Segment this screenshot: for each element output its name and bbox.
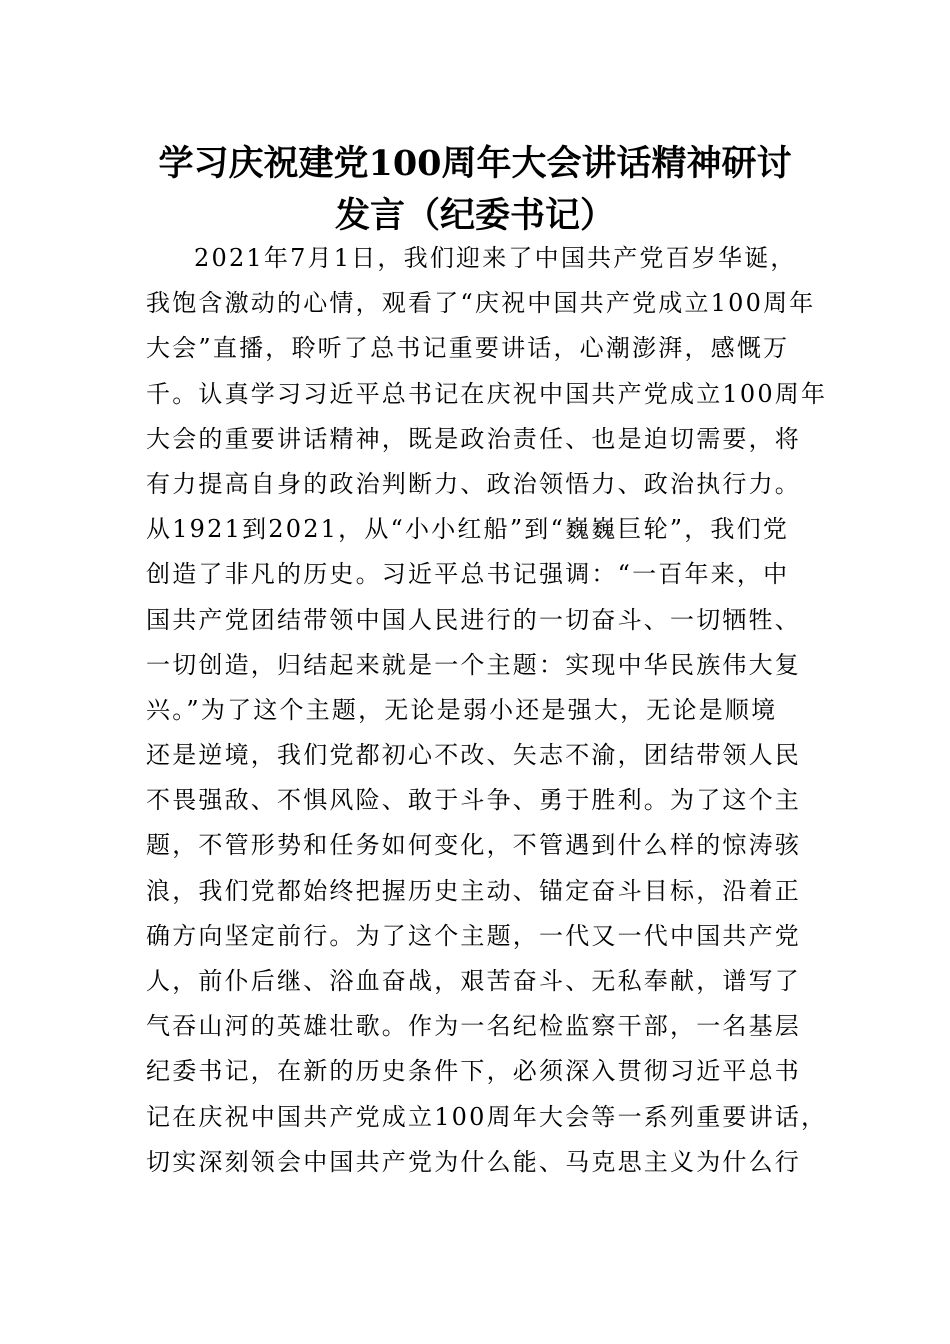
- paragraph-line: 纪委书记，在新的历史条件下，必须深入贯彻习近平总书: [146, 1057, 801, 1086]
- paragraph-line: 还是逆境，我们党都初心不改、矢志不渝，团结带领人民: [146, 741, 801, 770]
- paragraph-line: 切实深刻领会中国共产党为什么能、马克思主义为什么行: [146, 1147, 801, 1176]
- paragraph-line: 记在庆祝中国共产党成立100周年大会等一系列重要讲话，: [146, 1102, 828, 1131]
- document-title-line-1: 学习庆祝建党100周年大会讲话精神研讨: [158, 143, 792, 184]
- paragraph-line: 确方向坚定前行。为了这个主题，一代又一代中国共产党: [146, 921, 801, 950]
- paragraph-line: 我饱含激动的心情，观看了“庆祝中国共产党成立100周年: [146, 289, 816, 318]
- paragraph-line: 千。认真学习习近平总书记在庆祝中国共产党成立100周年: [146, 379, 828, 408]
- paragraph-line: 题，不管形势和任务如何变化，不管遇到什么样的惊涛骇: [146, 831, 801, 860]
- paragraph-line: 2021年7月1日，我们迎来了中国共产党百岁华诞，: [194, 244, 797, 272]
- paragraph-line: 浪，我们党都始终把握历史主动、锚定奋斗目标，沿着正: [146, 876, 801, 905]
- paragraph-line: 兴。”为了这个主题，无论是弱小还是强大，无论是顺境: [146, 695, 778, 724]
- paragraph-line: 有力提高自身的政治判断力、政治领悟力、政治执行力。: [146, 469, 801, 498]
- paragraph-line: 人，前仆后继、浴血奋战，艰苦奋斗、无私奉献，谱写了: [146, 967, 801, 995]
- paragraph-line: 从1921到2021，从“小小红船”到“巍巍巨轮”，我们党: [146, 515, 790, 544]
- paragraph-line: 大会的重要讲话精神，既是政治责任、也是迫切需要，将: [146, 424, 801, 453]
- paragraph-line: 大会”直播，聆听了总书记重要讲话，心潮澎湃，感慨万: [146, 334, 790, 363]
- document-body: [146, 236, 828, 1185]
- paragraph-line: 不畏强敌、不惧风险、敢于斗争、勇于胜利。为了这个主: [146, 786, 801, 815]
- paragraph-line: 创造了非凡的历史。习近平总书记强调：“一百年来，中: [146, 560, 790, 589]
- paragraph-line: 气吞山河的英雄壮歌。作为一名纪检监察干部，一名基层: [146, 1012, 801, 1041]
- document-title-line-2: 发言（纪委书记）: [334, 195, 615, 236]
- paragraph-line: 国共产党团结带领中国人民进行的一切奋斗、一切牺牲、: [146, 605, 801, 634]
- paragraph-line: 一切创造，归结起来就是一个主题：实现中华民族伟大复: [146, 650, 801, 679]
